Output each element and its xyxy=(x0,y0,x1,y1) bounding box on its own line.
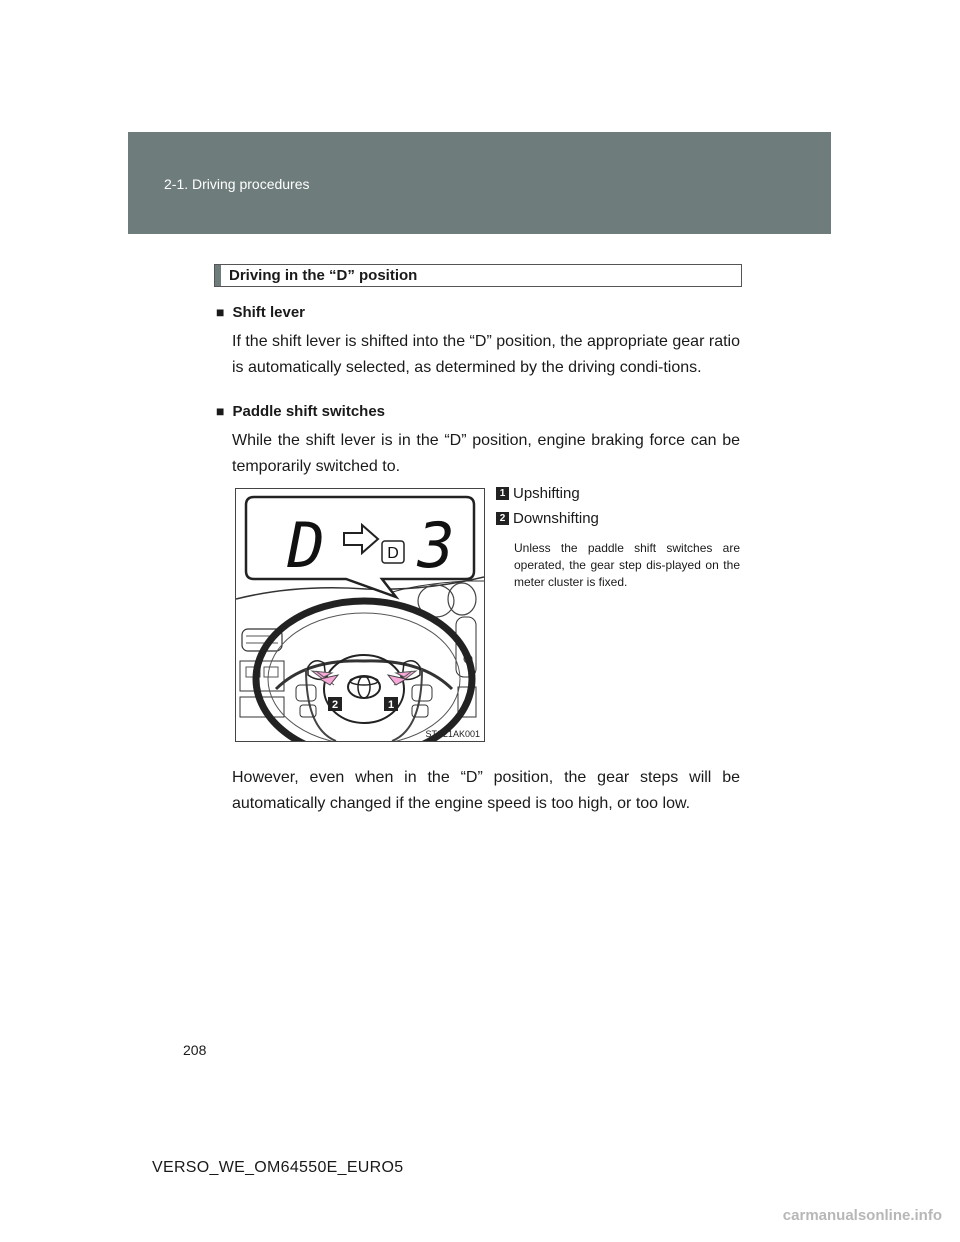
steering-wheel-illustration xyxy=(236,489,484,741)
display-gear-left: D xyxy=(287,509,325,582)
section-heading: Driving in the “D” position xyxy=(214,264,742,287)
watermark: carmanualsonline.info xyxy=(782,1207,942,1224)
legend-item-upshift xyxy=(496,485,580,502)
paddle-text: While the shift lever is in the “D” position, engine braking force can be temporarily switched to. xyxy=(232,432,740,475)
header-bar xyxy=(128,132,831,234)
callout-1-label: 1 xyxy=(387,699,395,711)
bullet-square-icon: ■ xyxy=(216,403,225,419)
legend-num: 1 xyxy=(496,487,509,500)
shift-lever-text: If the shift lever is shifted into the “D” position, the appropriate gear ratio is automatically selected, as determined by the driving condi-tions. xyxy=(232,333,740,376)
display-indicator: D xyxy=(387,545,399,562)
legend-num: 2 xyxy=(496,512,509,525)
closing-text: However, even when in the “D” position, the gear steps will be automatically changed if the engine speed is too high, or too low. xyxy=(232,769,740,812)
legend-label: Upshifting xyxy=(513,485,580,502)
legend-label: Downshifting xyxy=(513,510,599,527)
shift-lever-title: Shift lever xyxy=(232,304,305,321)
section-label: 2-1. Driving procedures xyxy=(164,176,310,192)
callout-2-label: 2 xyxy=(331,699,339,711)
bullet-square-icon: ■ xyxy=(216,304,225,320)
paddle-title: Paddle shift switches xyxy=(232,403,386,420)
bullet-paddle xyxy=(216,403,385,420)
figure-code: STS21AK001 xyxy=(425,729,480,739)
steering-wheel-figure xyxy=(235,488,485,742)
figure-note: Unless the paddle shift switches are operated, the gear step dis-played on the meter cluster is fixed. xyxy=(514,541,740,589)
legend-item-downshift xyxy=(496,510,599,527)
page-number: 208 xyxy=(183,1042,207,1058)
display-gear-right: 3 xyxy=(417,509,455,582)
document-code: VERSO_WE_OM64550E_EURO5 xyxy=(152,1159,404,1176)
bullet-shift-lever xyxy=(216,304,305,321)
